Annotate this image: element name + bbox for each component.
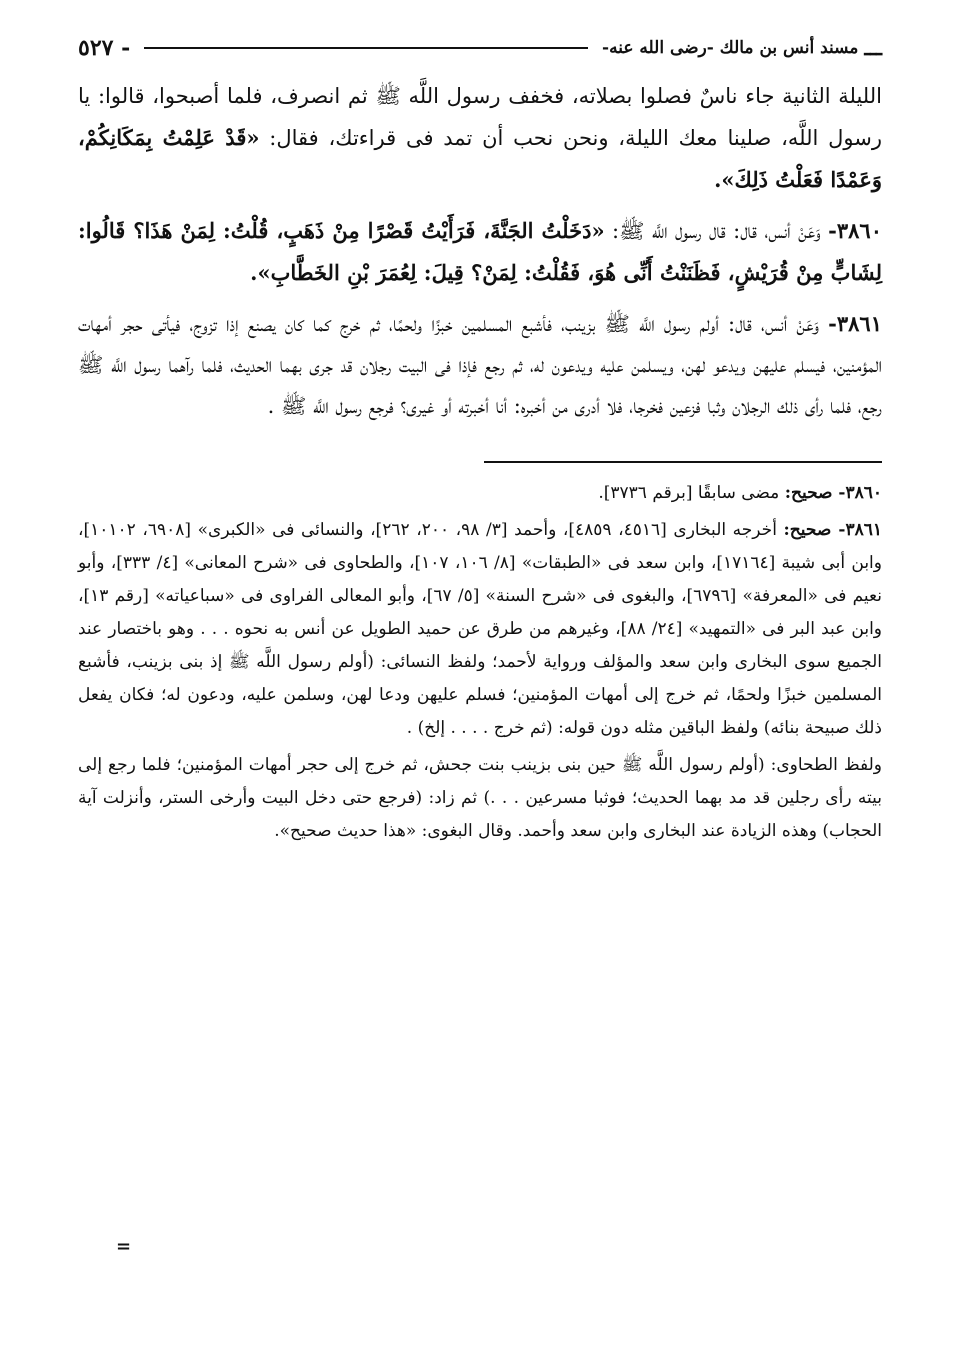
- footnote-3861-label: ٣٨٦١- صحيح:: [783, 520, 882, 540]
- footnote-3861-text2: ولفظ الطحاوى: (أولم رسول اللَّه ﷺ حين بنى بزينب بنت جحش، ثم خرج إلى حجر أمهات المؤمنين؛ فلما رجع إلى بيته رأى رجلين قد مد بهما الحديث؛ فوثبا مسرعين . . .) ثم زاد: (فرجع حتى دخل البيت وأرخى الستر، وأنزلت آية الحجاب) وهذه الزيادة عند البخارى وابن سعد وأحمد. وقال البغوى: «هذا حديث صحيح».: [78, 755, 882, 841]
- running-header: [78, 28, 882, 68]
- hadith-3861: [78, 303, 882, 427]
- header-rule: [144, 47, 588, 49]
- hadith-3859-quote: «قَدْ عَلِمْتُ بِمَكَانِكُمْ، وَعَمْدًا فَعَلْتُ ذَلِكَ».: [78, 125, 882, 192]
- hadith-3859-tail: [78, 76, 882, 201]
- hadith-3860-lead: وَعَنْ أنس، قال: قال رسول اللَّه ﷺ:: [612, 219, 821, 243]
- footnote-3861: [78, 514, 882, 745]
- footnote-3860-label: ٣٨٦٠- صحيح:: [784, 483, 882, 503]
- main-text: [78, 76, 882, 427]
- hadith-3860: [78, 210, 882, 294]
- hadith-3861-text: وَعَنْ أنس، قال: أولم رسول اللَّه ﷺ بزينب، فأشبع المسلمين خبزًا ولحمًا، ثم خرج كما كان يصنع إذا تزوج، فيأتى حجر أمهات المؤمنين، فيسلم عليهن ويدعو لهن، ويسلمن عليه ويدعون له، ثم رجع فإذا فى البيت رجلان قد جرى بهما الحديث، فلما رآهما رسول اللَّه ﷺ رجع، فلما رأى ذلك الرجلان وثبا فزعين فخرجا، فلا أدرى من أخبره: أنا أخبرته أو غيرى؟ فرجع رسول اللَّه ﷺ .: [78, 312, 882, 418]
- footnote-3860-text: مضى سابقًا [برقم ٣٧٣٦].: [598, 483, 780, 503]
- header-dash: ـــ: [864, 36, 882, 60]
- footnote-separator: [484, 461, 882, 463]
- hadith-3859-text: الليلة الثانية جاء ناسٌ فصلوا بصلاته، فخفف رسول اللَّه ﷺ ثم انصرف، فلما أصبحوا، قالوا: يا رسول اللَّه، صلينا معك الليلة، ونحن نحب أن تمد فى قراءتك، فقال:: [78, 84, 883, 150]
- footnote-3860: [78, 477, 882, 510]
- hadith-3860-quote: «دَخَلْتُ الجَنَّةَ، فَرَأَيْتُ قَصْرًا مِنْ ذَهَبٍ، قُلْتُ: لِمَنْ هَذَا؟ قَالُوا: لِشَابٍّ مِنْ قُرَيْشٍ، فَظَنَنْتُ أَنِّى هُوَ، فَقُلْتُ: لِمَنْ؟ قِيلَ: لِعُمَرَ بْنِ الخَطَّابِ».: [78, 218, 882, 285]
- footnote-3861-text: أخرجه البخارى [٤٥١٦، ٤٨٥٩]، وأحمد [٣/ ٩٨، ٢٠٠، ٢٦٢]، والنسائى فى «الكبرى» [٦٩٠٨، ١٠١٠٢]، وابن أبى شيبة [١٧١٦٤]، وابن سعد فى «الطبقات» [٨/ ١٠٦، ١٠٧]، والطحاوى فى «شرح المعانى» [٤/ ٣٣٣]، وأبو نعيم فى «المعرفة» [٦٧٩٦]، والبغوى فى «شرح السنة» [٥/ ٦٧]، وأبو المعالى الفراوى فى «سباعياته» [رقم ١٣]، وابن عبد البر فى «التمهيد» [٢٤/ ٨٨]، وغيرهم من طرق عن حميد الطويل عن أنس به نحوه . . . وهو باختصار عند الجميع سوى البخارى وابن سعد والمؤلف ورواية لأحمد؛ ولفظ النسائى: (أولم رسول اللَّه ﷺ إذ بنى بزينب، فأشبع المسلمين خبزًا ولحمًا، ثم خرج إلى أمهات المؤمنين؛ فسلم عليهن ودعا لهن، وسلمن عليه، ودعون له؛ فكان يفعل ذلك صبيحة بنائه) ولفظ الباقين مثله دون قوله: (ثم خرج . . . . إلخ) .: [78, 520, 883, 738]
- page-number: - ٥٢٧: [78, 35, 131, 61]
- footnote-3861-continued: [78, 749, 882, 848]
- continuation-mark: =: [116, 1236, 132, 1257]
- hadith-number-3860: ٣٨٦٠-: [828, 218, 882, 243]
- header-title: مسند أنس بن مالك -رضى الله عنه-: [602, 38, 859, 58]
- hadith-number-3861: ٣٨٦١-: [828, 311, 882, 336]
- footnotes: [78, 477, 882, 848]
